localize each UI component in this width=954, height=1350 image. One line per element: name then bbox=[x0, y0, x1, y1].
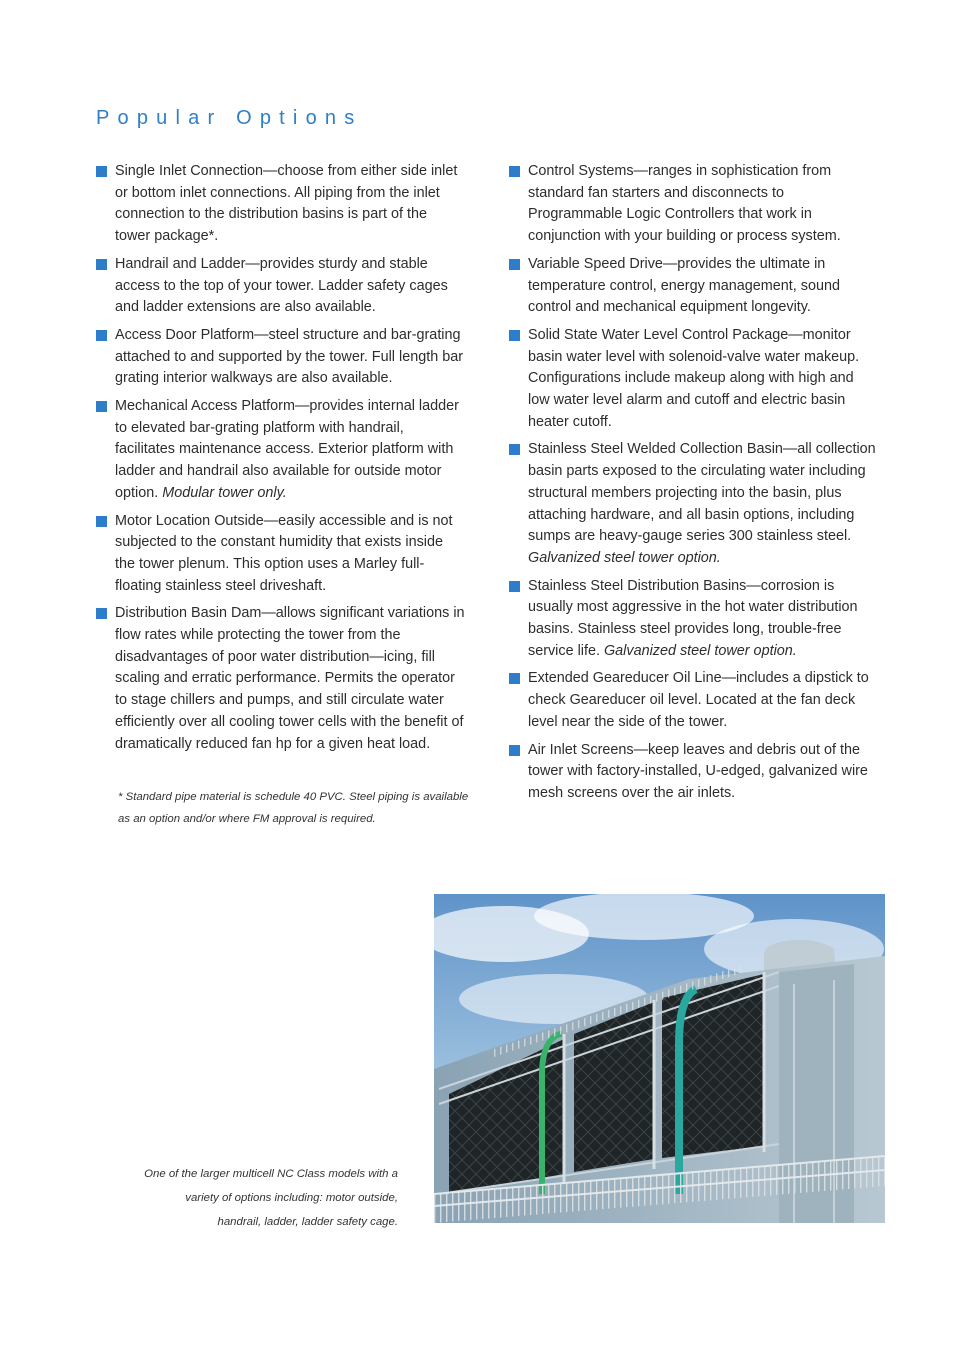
list-item bbox=[509, 161, 879, 248]
list-item bbox=[96, 254, 466, 319]
page-title: Popular Options bbox=[96, 107, 363, 129]
option-text: Handrail and Ladder—provides sturdy and stable access to the top of your tower. Ladder safety cages and ladder extensions are also available. bbox=[115, 255, 448, 316]
option-text: Access Door Platform—steel structure and bar-grating attached to and supported by the tower. Full length bar grating interior walkways are also available. bbox=[115, 326, 464, 387]
list-item bbox=[96, 325, 466, 390]
option-note: Galvanized steel tower option. bbox=[528, 549, 721, 566]
square-bullet-icon bbox=[509, 330, 520, 341]
footnote: * Standard pipe material is schedule 40 PVC. Steel piping is available as an option and/or where FM approval is required. bbox=[118, 791, 469, 825]
option-text: Variable Speed Drive—provides the ultimate in temperature control, energy management, sound control and mechanical equipment longevity. bbox=[528, 255, 840, 316]
option-text: Solid State Water Level Control Package—monitor basin water level with solenoid-valve water makeup. Configurations include makeup along with high and low water level alarm and cutoff and electric basin heater cutoff. bbox=[528, 326, 860, 430]
list-item bbox=[509, 740, 879, 805]
options-list-left bbox=[96, 161, 466, 761]
square-bullet-icon bbox=[96, 259, 107, 270]
square-bullet-icon bbox=[96, 516, 107, 527]
square-bullet-icon bbox=[509, 444, 520, 455]
square-bullet-icon bbox=[96, 401, 107, 412]
list-item bbox=[509, 668, 879, 733]
option-text: Extended Geareducer Oil Line—includes a dipstick to check Geareducer oil level. Located at the fan deck level near the side of the tower. bbox=[528, 670, 869, 730]
option-text: Stainless Steel Distribution Basins—corrosion is usually most aggressive in the hot water distribution basins. Stainless steel provides long, trouble-free service life. bbox=[528, 577, 858, 659]
square-bullet-icon bbox=[509, 166, 520, 177]
option-text: Mechanical Access Platform—provides internal ladder to elevated bar-grating platform with handrail, facilitates maintenance access. Exterior platform with ladder and handrail also available for outside motor option. bbox=[115, 398, 459, 501]
option-note: Galvanized steel tower option. bbox=[603, 642, 797, 659]
list-item bbox=[96, 511, 466, 598]
photo-caption: One of the larger multicell NC Class models with a variety of options including: motor outside, handrail, ladder, ladder safety cage. bbox=[144, 1168, 398, 1228]
option-text: Control Systems—ranges in sophistication from standard fan starters and disconnects to Programmable Logic Controllers that work in conjunction with your building or process system. bbox=[528, 163, 841, 245]
option-text: Distribution Basin Dam—allows significant variations in flow rates while protecting the tower from the disadvantages of poor water distribution—icing, fill scaling and erratic performance. Permits the operator to stage chillers and pumps, and still circulate water efficiently over all cooling tower cells with the benefit of dramatically reduced fan hp for a given heat load. bbox=[115, 605, 465, 752]
list-item bbox=[509, 439, 879, 569]
option-note: Modular tower only. bbox=[162, 484, 287, 501]
list-item bbox=[509, 254, 879, 319]
square-bullet-icon bbox=[96, 330, 107, 341]
square-bullet-icon bbox=[509, 745, 520, 756]
option-text: Stainless Steel Welded Collection Basin—all collection basin parts exposed to the circulating water including structural members projecting into the basin, plus attaching hardware, and all basin options, including sumps are heavy-gauge series 300 stainless steel. bbox=[528, 441, 876, 545]
option-text: Single Inlet Connection—choose from either side inlet or bottom inlet connections. All piping from the inlet connection to the distribution basins is part of the tower package*. bbox=[115, 163, 458, 245]
list-item bbox=[96, 161, 466, 248]
square-bullet-icon bbox=[509, 581, 520, 592]
square-bullet-icon bbox=[509, 673, 520, 684]
list-item bbox=[96, 396, 466, 505]
list-item bbox=[96, 603, 466, 755]
square-bullet-icon bbox=[96, 166, 107, 177]
list-item bbox=[509, 325, 879, 434]
options-list-right bbox=[509, 161, 879, 811]
square-bullet-icon bbox=[509, 259, 520, 270]
option-text: Motor Location Outside—easily accessible and is not subjected to the constant humidity that exists inside the tower plenum. This option uses a Marley full-floating stainless steel driveshaft. bbox=[115, 512, 453, 594]
option-text: Air Inlet Screens—keep leaves and debris out of the tower with factory-installed, U-edged, galvanized wire mesh screens over the air inlets. bbox=[528, 741, 868, 801]
square-bullet-icon bbox=[96, 608, 107, 619]
cooling-tower-photo bbox=[434, 894, 885, 1223]
list-item bbox=[509, 576, 879, 663]
